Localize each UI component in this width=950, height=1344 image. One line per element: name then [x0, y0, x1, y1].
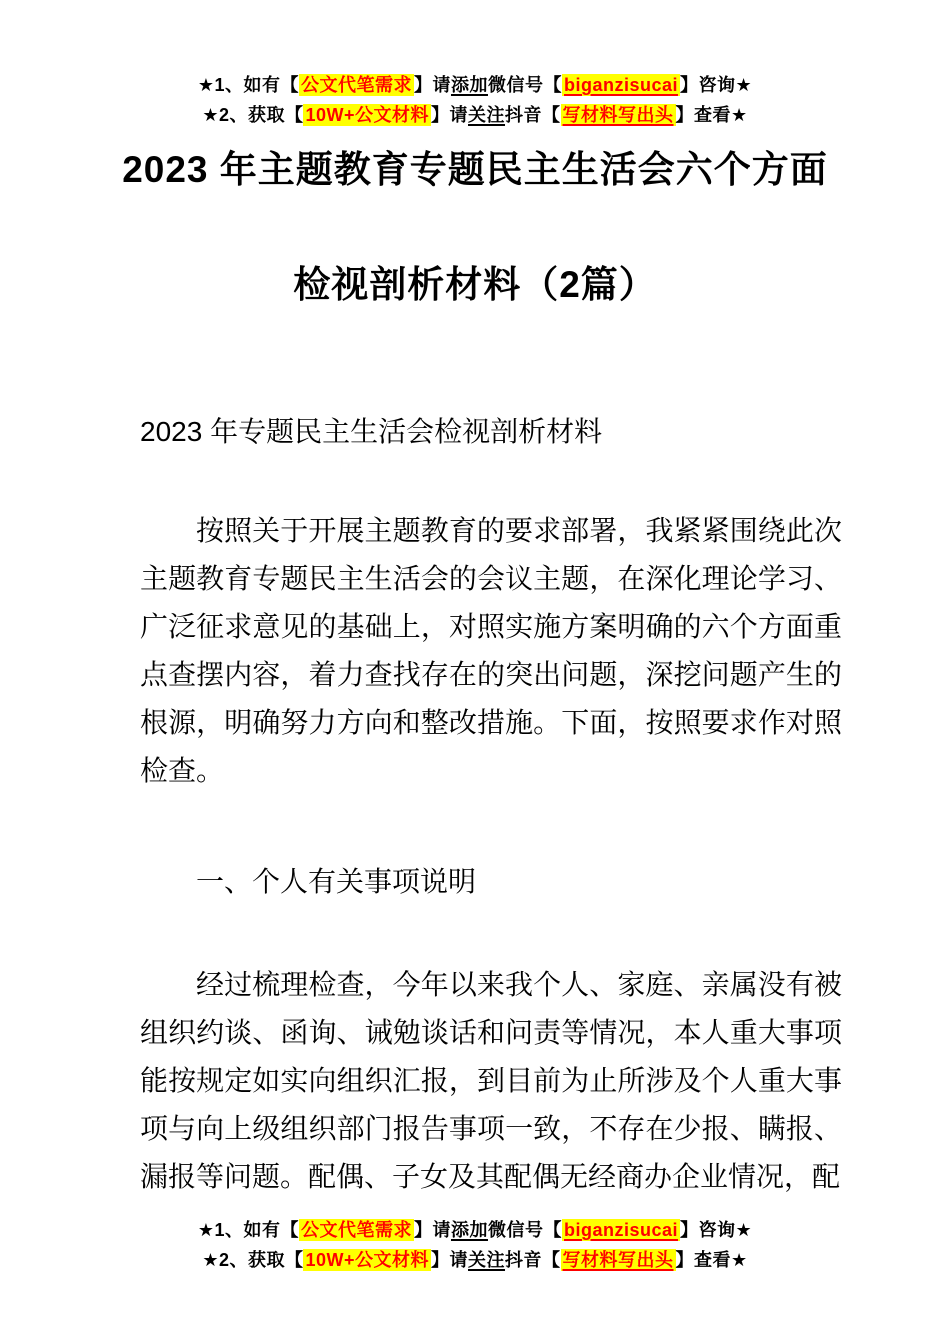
- promo-segment-red-highlight: 10W+公文材料: [305, 1250, 430, 1270]
- promo-segment-plain: 微信号【: [487, 1220, 562, 1240]
- paragraph-intro: 按照关于开展主题教育的要求部署，我紧紧围绕此次主题教育专题民主生活会的会议主题，在深化理论学习、广泛征求意见的基础上，对照实施方案明确的六个方面重点查摆内容，着力查找存在的突出问题，深挖问题产生的根源，明确努力方向和整改措施。下面，按照要求作对照检查。: [140, 515, 842, 786]
- promo-segment-plain: 】请: [413, 75, 451, 95]
- promo-segment-red-highlight-underline: 写材料写出头: [562, 105, 674, 125]
- promo-segment-red-highlight-underline: 写材料写出头: [562, 1250, 674, 1270]
- promo-segment-plain: 】请: [413, 1220, 451, 1240]
- promo-segment-plain: 】请: [431, 1250, 469, 1270]
- promo-header-line-1: [0, 70, 950, 100]
- promo-header-line-2: [0, 100, 950, 130]
- document-subtitle: 2023 年专题民主生活会检视剖析材料: [140, 416, 603, 447]
- promo-footer-line-1: [0, 1215, 950, 1245]
- promo-segment-red-highlight-underline: biganzisucai: [563, 1220, 679, 1240]
- promo-segment-plain: 抖音【: [505, 1250, 561, 1270]
- section-heading-1: 一、个人有关事项说明: [196, 866, 477, 897]
- promo-segment-red-highlight: 公文代笔需求: [300, 1220, 412, 1240]
- paragraph-section-1: 经过梳理检查，今年以来我个人、家庭、亲属没有被组织约谈、函询、诫勉谈话和问责等情况，本人重大事项能按规定如实向组织汇报，到目前为止所涉及个人重大事项与向上级组织部门报告事项一致，不存在少报、瞒报、漏报等问题。配偶、子女及其配偶无经商办企业情况，配: [140, 969, 842, 1192]
- promo-segment-plain: 】咨询★: [680, 1220, 753, 1240]
- promo-segment-plain: 微信号【: [487, 75, 562, 95]
- promo-segment-plain: ★2、获取【: [202, 105, 304, 125]
- document-title-line-1: 2023 年主题教育专题民主生活会六个方面: [122, 149, 828, 190]
- promo-footer: [0, 1215, 950, 1275]
- promo-segment-plain: 】查看★: [675, 105, 748, 125]
- promo-segment-plain: 】咨询★: [680, 75, 753, 95]
- promo-header: [0, 70, 950, 130]
- promo-segment-plain: 】请: [431, 105, 469, 125]
- promo-segment-red-highlight: 10W+公文材料: [305, 105, 430, 125]
- promo-segment-plain: ★1、如有【: [197, 75, 299, 95]
- promo-segment-underline: 关注: [468, 105, 506, 125]
- promo-segment-red-highlight: 公文代笔需求: [300, 75, 412, 95]
- promo-segment-plain: 抖音【: [505, 105, 561, 125]
- promo-footer-line-2: [0, 1245, 950, 1275]
- promo-segment-plain: ★1、如有【: [197, 1220, 299, 1240]
- promo-segment-plain: 】查看★: [675, 1250, 748, 1270]
- promo-segment-plain: ★2、获取【: [202, 1250, 304, 1270]
- promo-segment-red-highlight-underline: biganzisucai: [563, 75, 679, 95]
- promo-segment-underline: 添加: [450, 75, 488, 95]
- promo-segment-underline: 关注: [468, 1250, 506, 1270]
- promo-segment-underline: 添加: [450, 1220, 488, 1240]
- document-title-line-2: 检视剖析材料（2篇）: [293, 264, 657, 305]
